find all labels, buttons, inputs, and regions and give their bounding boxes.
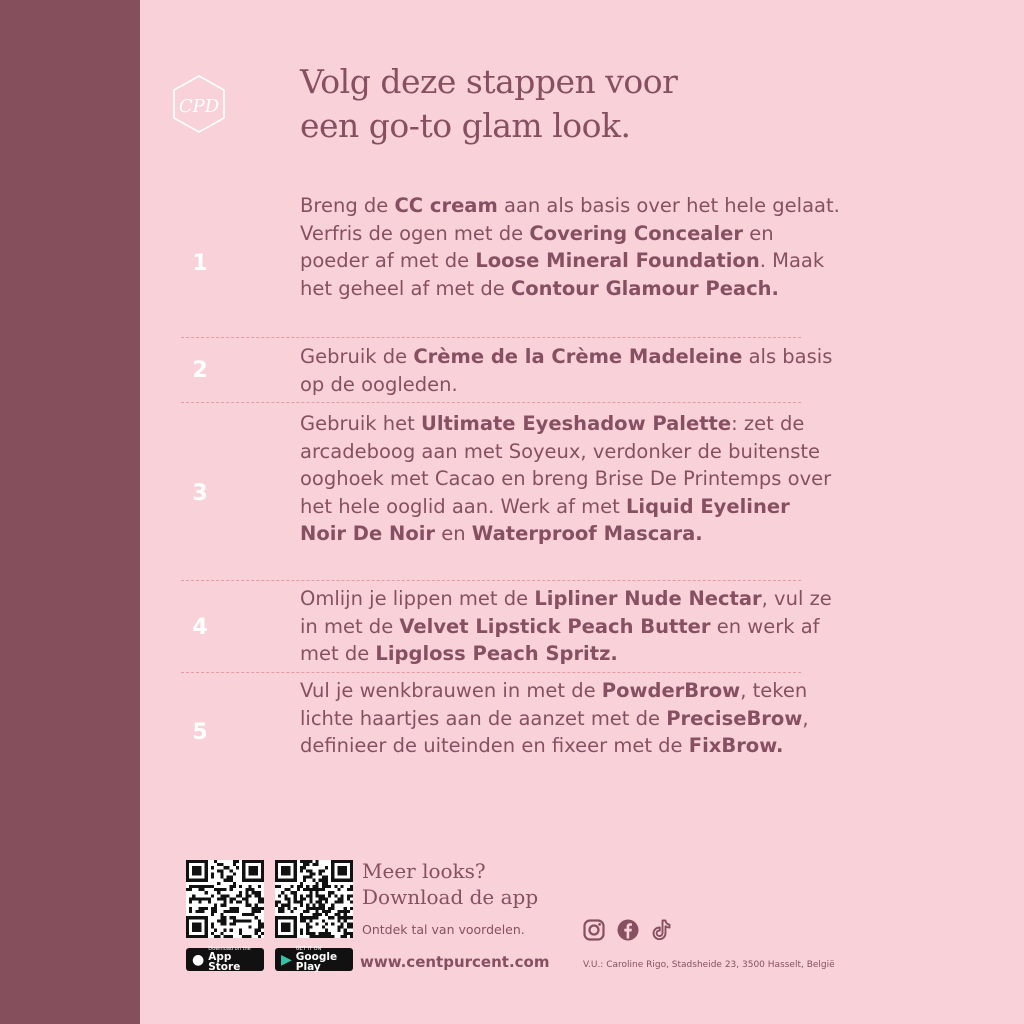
product-name: Lipgloss Peach Spritz. <box>375 642 618 666</box>
step-text-segment: als basis op de oogleden. <box>300 345 833 396</box>
brand-logo <box>171 74 227 134</box>
product-name: Covering Concealer <box>529 221 743 245</box>
facebook-icon[interactable] <box>616 918 640 942</box>
step-text <box>300 585 840 668</box>
step-number: 1 <box>192 251 208 276</box>
divider <box>181 337 801 338</box>
google-play-icon: ▶ <box>281 951 292 968</box>
apple-icon: ● <box>192 951 205 968</box>
product-name: Contour Glamour Peach. <box>510 276 779 300</box>
step-number: 5 <box>192 720 208 745</box>
step-text-segment: Gebruik de <box>300 345 414 368</box>
tiktok-icon[interactable] <box>649 918 673 942</box>
step-text-segment: Gebruik het <box>300 412 421 435</box>
divider <box>181 580 801 581</box>
qr-code-app-store[interactable] <box>186 860 264 938</box>
google-play-label: Google Play <box>295 950 338 973</box>
step-text-segment: en werk af met de <box>300 614 820 666</box>
svg-text:CPD: CPD <box>178 96 220 117</box>
step-text <box>300 410 840 548</box>
app-store-badge[interactable] <box>186 945 264 973</box>
step-number: 3 <box>192 481 208 506</box>
qr-code-google-play[interactable] <box>275 860 353 938</box>
title-line-1: Volg deze stappen voor <box>300 62 678 101</box>
step-number: 4 <box>192 615 208 640</box>
app-store-label: App Store <box>208 950 241 973</box>
page-title <box>300 60 677 148</box>
step-text-segment: : zet de arcadeboog aan met Soyeux, verdonker de buitenste ooghoek met Cacao en breng Brise De Printemps over het hele ooglid aan. Werk af met <box>300 412 832 518</box>
divider <box>181 402 801 403</box>
title-line-2: een go-to glam look. <box>300 106 631 145</box>
product-name: Loose Mineral Foundation <box>475 249 760 273</box>
qr-icon <box>275 860 353 938</box>
google-play-badge[interactable] <box>275 945 353 973</box>
step-text-segment: , definieer de uiteinden en fixeer met de <box>300 706 809 758</box>
qr-icon <box>186 860 264 938</box>
step-text-segment: en <box>435 522 472 546</box>
step-text-segment: . Maak het geheel af met de <box>300 249 825 300</box>
step-text-segment: , vul ze in met de <box>300 587 832 638</box>
product-name: PreciseBrow <box>666 706 803 730</box>
step-text-segment: Omlijn je lippen met de <box>300 587 535 610</box>
step-text <box>300 677 840 760</box>
step-text-segment: Vul je wenkbrauwen in met de <box>300 679 602 702</box>
sidebar <box>0 0 140 1024</box>
step-number: 2 <box>192 358 208 383</box>
instagram-icon[interactable] <box>582 918 606 942</box>
product-name: Crème de la Crème Madeleine <box>413 345 743 368</box>
step-text <box>300 192 840 302</box>
step-text <box>300 343 840 398</box>
product-name: Velvet Lipstick Peach Butter <box>399 614 711 638</box>
app-promo-title <box>362 858 538 910</box>
product-name: Liquid Eyeliner Noir De Noir <box>300 494 790 546</box>
app-promo-line-2: Download de app <box>362 885 539 909</box>
product-name: Waterproof Mascara. <box>471 522 703 546</box>
legal-notice: V.U.: Caroline Rigo, Stadsheide 23, 3500 Hasselt, België <box>583 960 835 970</box>
product-name: FixBrow. <box>688 734 784 758</box>
website-link[interactable]: www.centpurcent.com <box>360 953 550 971</box>
product-name: Lipliner Nude Nectar <box>534 587 762 610</box>
app-promo-subtitle: Ontdek tal van voordelen. <box>362 922 525 937</box>
product-name: Ultimate Eyeshadow Palette <box>420 412 732 435</box>
google-play-small: GET IT ON <box>295 945 322 952</box>
app-promo-line-1: Meer looks? <box>362 859 486 883</box>
product-name: PowderBrow <box>601 679 741 702</box>
product-name: CC cream <box>394 194 498 217</box>
divider <box>181 672 801 673</box>
app-store-small: Download on the <box>208 945 251 952</box>
step-text-segment: Breng de <box>300 194 395 217</box>
step-text-segment: , teken lichte haartjes aan de aanzet met de <box>300 679 808 730</box>
step-text-segment: en poeder af met de <box>300 221 774 273</box>
step-text-segment: aan als basis over het hele gelaat. Verfris de ogen met de <box>300 194 840 245</box>
